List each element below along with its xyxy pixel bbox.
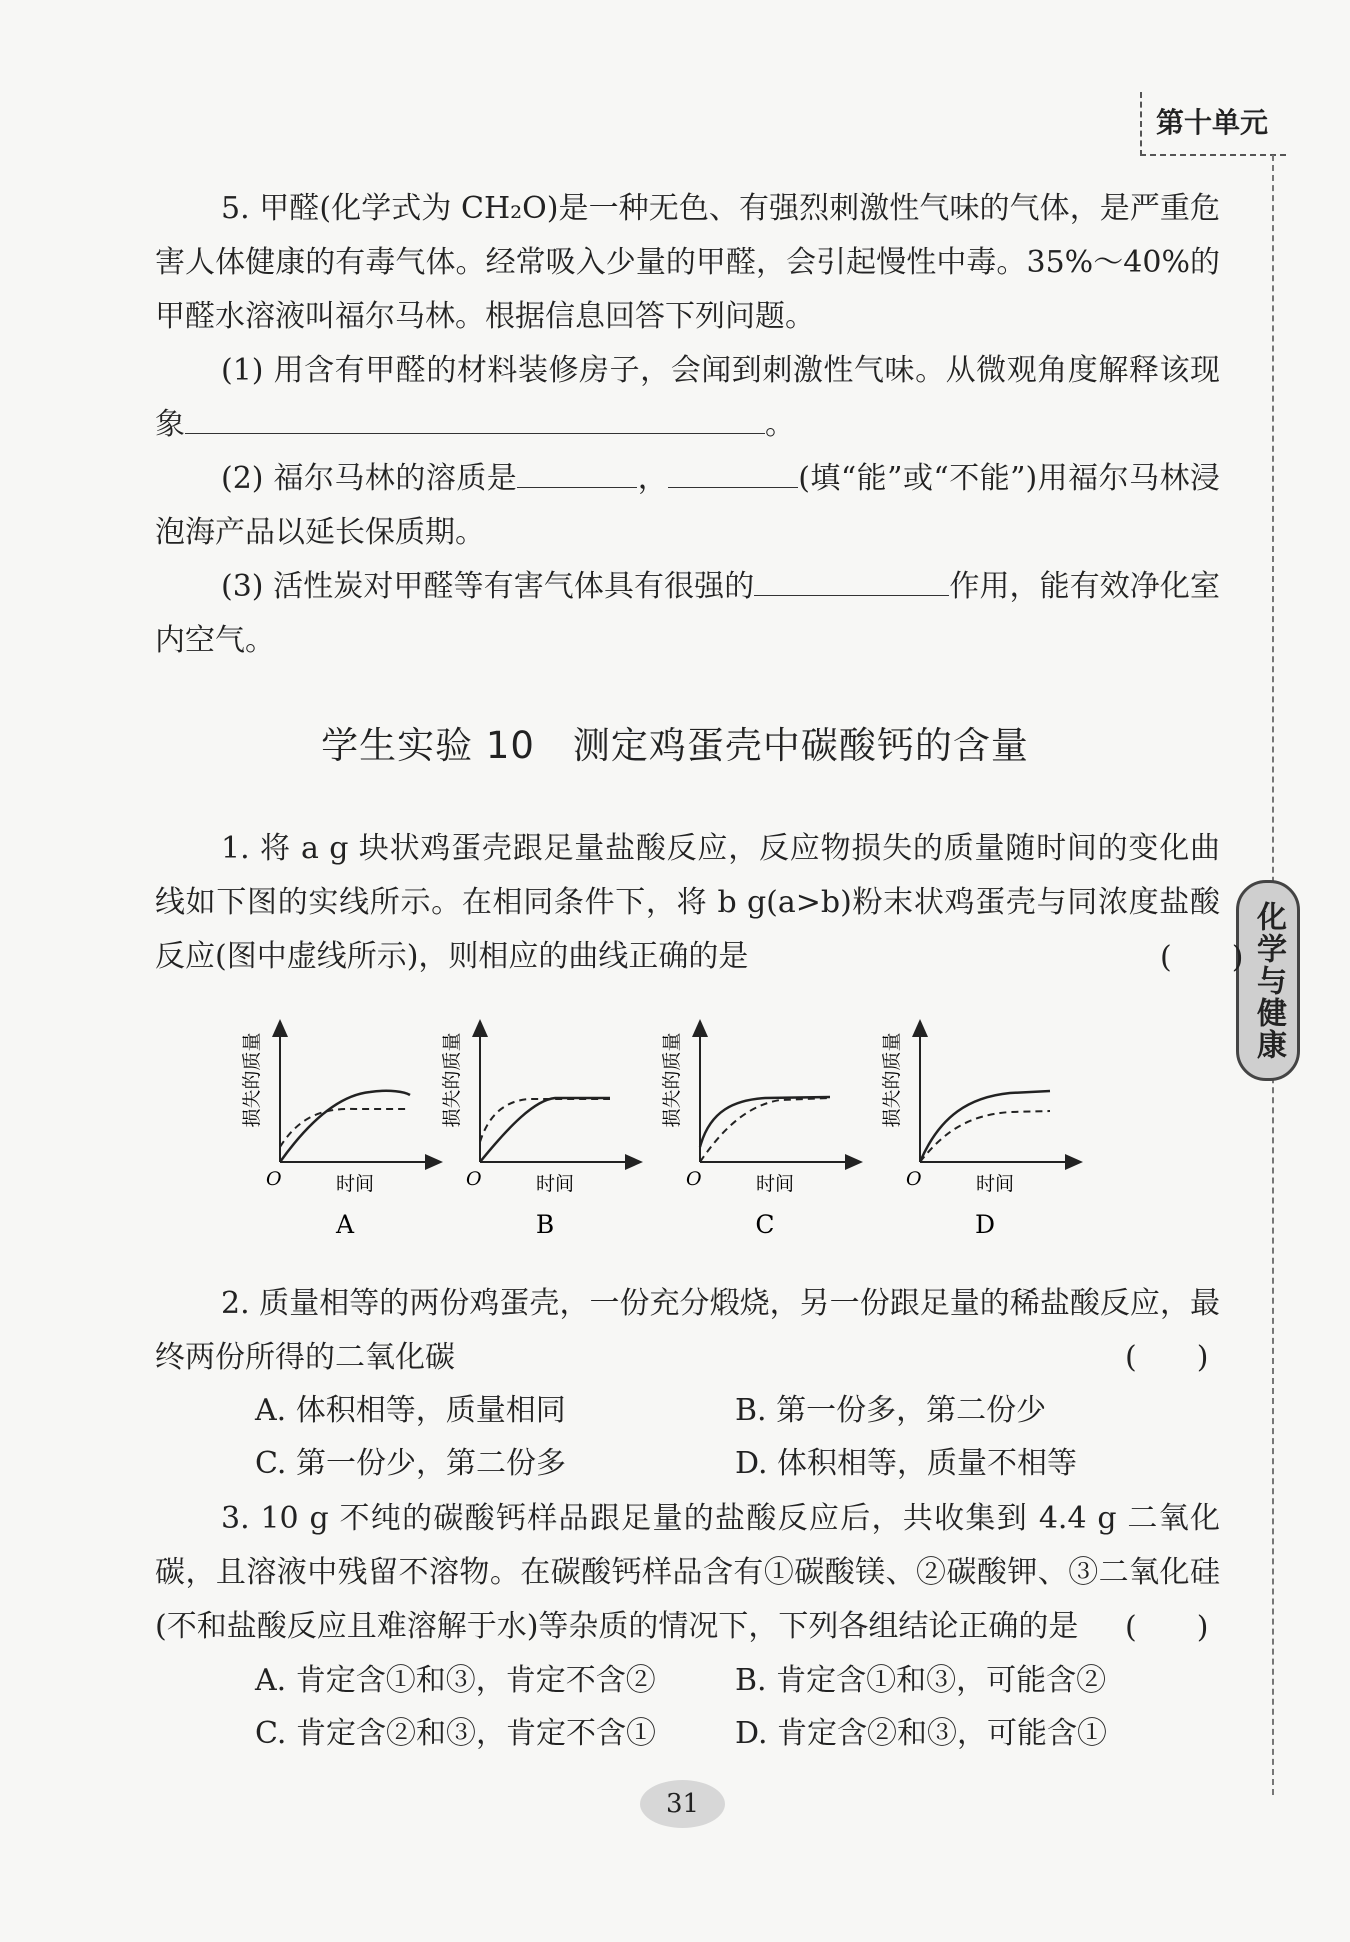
q3-answer-paren[interactable]: ( )	[1125, 1610, 1209, 1645]
q5-part3-blank[interactable]	[754, 565, 949, 596]
graph-b-letter: B	[535, 1210, 555, 1239]
q3-text	[155, 1492, 1220, 1654]
q2-answer-paren[interactable]: ( )	[1125, 1340, 1209, 1375]
q3-option-b[interactable]: B. 肯定含①和③，可能含②	[735, 1663, 1107, 1698]
q5-part1-text: (1) 用含有甲醛的材料装修房子，会闻到刺激性气味。从微观角度解释该现象	[155, 353, 1220, 442]
q3-option-c[interactable]: C. 肯定含②和③，肯定不含①	[255, 1716, 656, 1751]
page-number: 31	[640, 1780, 725, 1828]
graph-d[interactable]	[881, 1027, 1075, 1239]
q2-option-b[interactable]: B. 第一份多，第二份少	[735, 1393, 1047, 1428]
graph-b-ylabel: 损失的质量	[441, 1032, 463, 1128]
graph-b-origin: O	[466, 1168, 482, 1190]
graph-a-letter: A	[335, 1210, 355, 1239]
section-title: 学生实验 10 测定鸡蛋壳中碳酸钙的含量	[321, 724, 1029, 767]
q2-text: 2. 质量相等的两份鸡蛋壳，一份充分煅烧，另一份跟足量的稀盐酸反应，最终两份所得的二氧化碳	[155, 1286, 1220, 1375]
q5-part3	[155, 560, 1220, 668]
q5-part1	[155, 344, 1220, 452]
q1-answer-paren[interactable]: ( )	[1160, 940, 1244, 975]
q2-option-d[interactable]: D. 体积相等，质量不相等	[735, 1446, 1078, 1481]
side-tab-label: 化学与健康	[1236, 880, 1300, 1081]
graph-c[interactable]	[661, 1027, 855, 1239]
q5-part3-end: 作用，能有效净化室内空气。	[155, 569, 1221, 658]
q1-graphs	[230, 1015, 1130, 1240]
graph-c-letter: C	[755, 1210, 775, 1239]
graph-b-xlabel: 时间	[535, 1173, 575, 1195]
graph-d-letter: D	[974, 1210, 996, 1239]
unit-label: 第十单元	[1140, 92, 1286, 156]
q2-option-a[interactable]: A. 体积相等，质量相同	[255, 1393, 566, 1428]
q2-option-c[interactable]: C. 第一份少，第二份多	[255, 1446, 566, 1481]
graph-d-ylabel: 损失的质量	[881, 1032, 903, 1128]
q5-part2-blank-solute[interactable]	[517, 457, 637, 488]
graph-a-ylabel: 损失的质量	[241, 1032, 263, 1128]
graph-d-origin: O	[906, 1168, 922, 1190]
graph-b[interactable]	[441, 1027, 635, 1239]
q5-part2-text: (2) 福尔马林的溶质是	[221, 461, 518, 496]
q1-text: 1. 将 a g 块状鸡蛋壳跟足量盐酸反应，反应物损失的质量随时间的变化曲线如下图的实线所示。在相同条件下，将 b g(a>b)粉末状鸡蛋壳与同浓度盐酸反应(图中虚线所示)，则相应的曲线正确的是	[155, 831, 1220, 974]
graph-c-xlabel: 时间	[755, 1173, 795, 1195]
q5-part2-blank-can[interactable]	[668, 457, 798, 488]
graph-c-ylabel: 损失的质量	[661, 1032, 683, 1128]
graph-d-xlabel: 时间	[975, 1173, 1015, 1195]
q3-text-body: 3. 10 g 不纯的碳酸钙样品跟足量的盐酸反应后，共收集到 4.4 g 二氧化碳，且溶液中残留不溶物。在碳酸钙样品含有①碳酸镁、②碳酸钾、③二氧化硅(不和盐酸反应且难溶解于水)等杂质的情况下，下列各组结论正确的是	[155, 1501, 1220, 1644]
q5-part3-text: (3) 活性炭对甲醛等有害气体具有很强的	[221, 569, 755, 604]
q5-intro: 5. 甲醛(化学式为 CH₂O)是一种无色、有强烈刺激性气味的气体，是严重危害人体健康的有毒气体。经常吸入少量的甲醛，会引起慢性中毒。35%～40%的甲醛水溶液叫福尔马林。根据信息回答下列问题。	[155, 191, 1220, 334]
q5-part1-end: 。	[765, 407, 795, 442]
q5-part2-end: (填“能”或“不能”)用福尔马林浸泡海产品以延长保质期。	[155, 461, 1221, 550]
graph-a[interactable]	[241, 1027, 435, 1239]
graph-a-origin: O	[266, 1168, 282, 1190]
q3-option-a[interactable]: A. 肯定含①和③，肯定不含②	[255, 1663, 656, 1698]
q5-part2-comma: ，	[637, 461, 669, 496]
q5-part1-blank[interactable]	[185, 403, 765, 434]
q5-part2	[155, 452, 1220, 560]
q3-option-d[interactable]: D. 肯定含②和③，可能含①	[735, 1716, 1108, 1751]
graph-c-origin: O	[686, 1168, 702, 1190]
graph-a-xlabel: 时间	[335, 1173, 375, 1195]
